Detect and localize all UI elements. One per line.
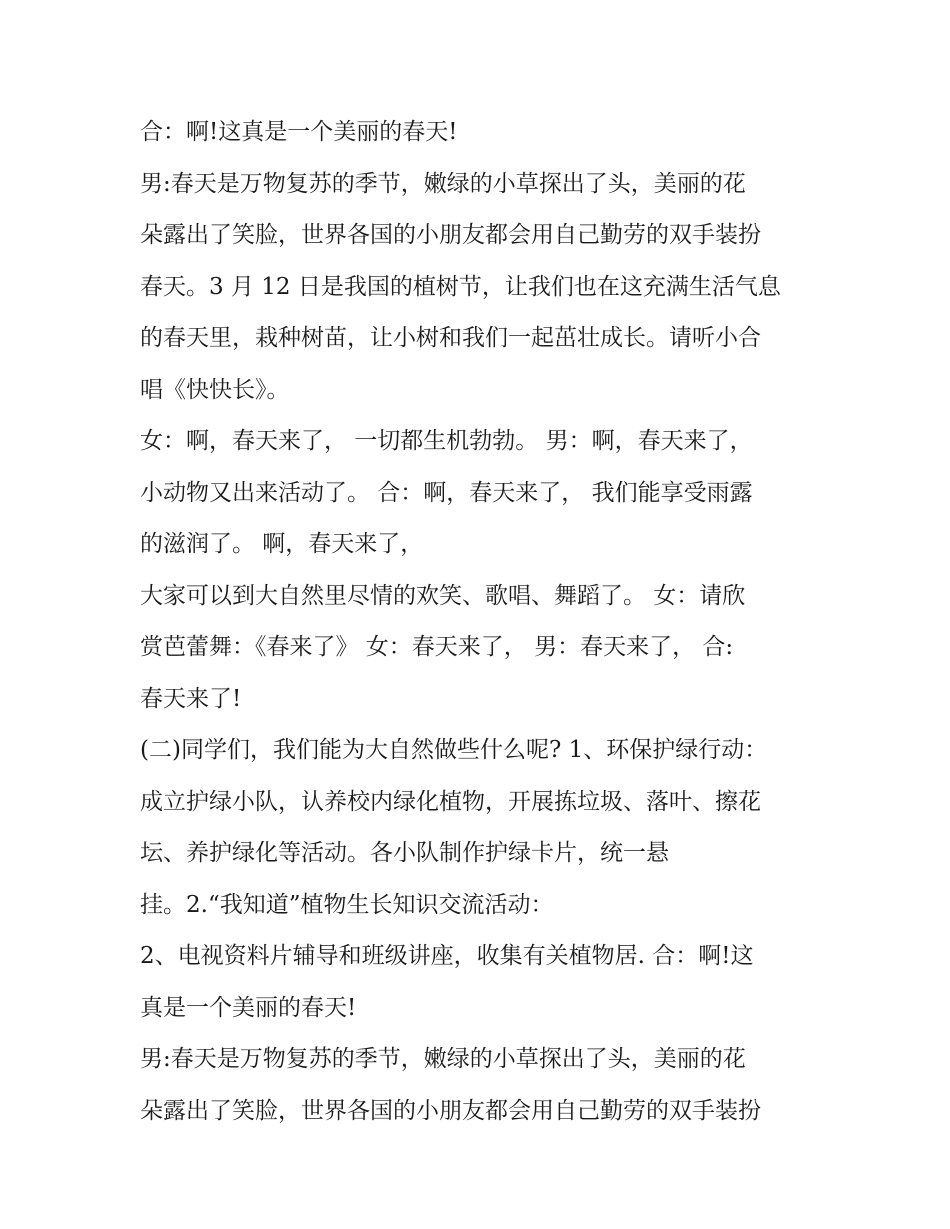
text-line: 2、电视资料片辅导和班级讲座，收集有关植物居. 合：啊!这 <box>140 943 754 969</box>
text-line: 挂。2.“我知道”植物生长知识交流活动： <box>140 891 554 918</box>
text-line: 男:春天是万物复苏的季节，嫩绿的小草探出了头，美丽的花 <box>140 170 746 197</box>
text-line: 合：啊!这真是一个美丽的春天! <box>140 119 458 145</box>
document-body <box>140 107 820 1137</box>
text-line: 男:春天是万物复苏的季节，嫩绿的小草探出了头，美丽的花 <box>140 1046 746 1072</box>
text-line: 成立护绿小队，认养校内绿化植物，开展拣垃圾、落叶、擦花 <box>140 788 761 815</box>
text-line: (二)同学们，我们能为大自然做些什么呢? 1、环保护绿行动： <box>140 737 768 763</box>
text-line: 真是一个美丽的春天! <box>140 994 357 1021</box>
text-line: 春天。3 月 12 日是我国的植树节，让我们也在这充满生活气息 <box>140 273 781 300</box>
text-line: 唱《快快长》。 <box>140 376 290 403</box>
text-line: 坛、养护绿化等活动。各小队制作护绿卡片，统一悬 <box>140 840 669 866</box>
text-line: 女：啊，春天来了， 一切都生机勃勃。 男：啊，春天来了， <box>140 428 753 454</box>
text-line: 的春天里，栽种树苗，让小树和我们一起茁壮成长。请听小合 <box>140 325 761 351</box>
text-line: 大家可以到大自然里尽情的欢笑、歌唱、舞蹈了。 女：请欣 <box>140 582 746 609</box>
text-line: 朵露出了笑脸，世界各国的小朋友都会用自己勤劳的双手装扮 <box>140 222 761 248</box>
text-line: 小动物又出来活动了。 合：啊，春天来了， 我们能享受雨露 <box>140 479 753 506</box>
text-line: 春天来了! <box>140 685 242 712</box>
text-line: 朵露出了笑脸，世界各国的小朋友都会用自己勤劳的双手装扮 <box>140 1097 761 1124</box>
text-line: 的滋润了。 啊，春天来了， <box>140 531 424 557</box>
text-line: 赏芭蕾舞：《春来了》 女：春天来了， 男：春天来了， 合: <box>140 634 734 660</box>
